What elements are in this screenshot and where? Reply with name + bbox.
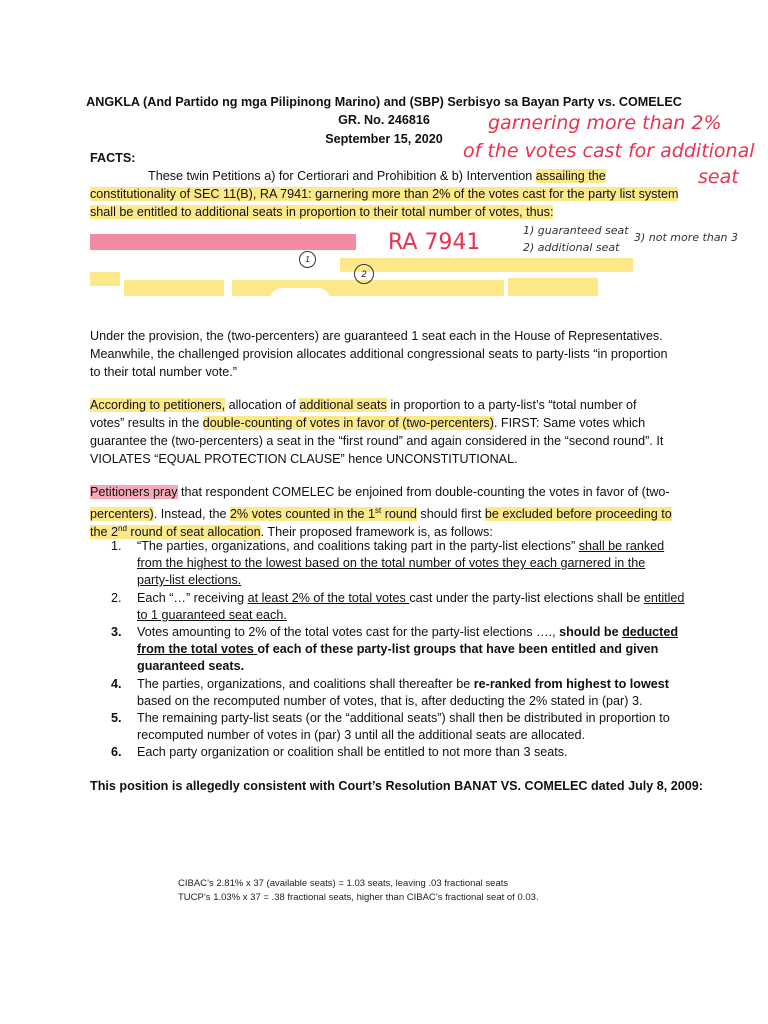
highlight-2pct-votes: 2% votes counted in the 1st round bbox=[230, 506, 417, 522]
yellow-highlight-bar-5 bbox=[508, 278, 598, 296]
para4-line2: percenters). Instead, the 2% votes counted in the 1st round should first be excluded before proceeding to bbox=[90, 506, 672, 522]
highlight-double-counting: double-counting of votes in favor of (two-percenters) bbox=[202, 416, 494, 430]
footnote-cibac: CIBAC’s 2.81% x 37 (available seats) = 1.03 seats, leaving .03 fractional seats bbox=[178, 878, 509, 889]
handwritten-guaranteed-seat: 1) guaranteed seat bbox=[523, 224, 629, 237]
circled-number-2: 2 bbox=[354, 264, 374, 284]
handwritten-note-line3: seat bbox=[698, 166, 739, 188]
facts-line3 bbox=[90, 204, 553, 221]
para2-line2: Meanwhile, the challenged provision allocates additional congressional seats to party-lists “in proportion bbox=[90, 347, 668, 361]
highlight-additional-seats: additional seats bbox=[299, 398, 387, 412]
facts-line1 bbox=[148, 168, 606, 185]
circled-number-1: 1 bbox=[299, 251, 316, 268]
facts-line1-text: These twin Petitions a) for Certiorari and Prohibition & b) Intervention bbox=[148, 169, 536, 183]
para3-line1: According to petitioners, allocation of additional seats in proportion to a party-list’s “total number of bbox=[90, 398, 637, 412]
facts-line2 bbox=[90, 186, 678, 203]
highlight-according-to-petitioners: According to petitioners, bbox=[90, 398, 226, 412]
closing-statement: This position is allegedly consistent with Court’s Resolution BANAT VS. COMELEC dated July 8, 2009: bbox=[90, 779, 703, 793]
para2-line1: Under the provision, the (two-percenters) are guaranteed 1 seat each in the House of Representatives. bbox=[90, 329, 663, 343]
para4-line1: Petitioners pray that respondent COMELEC be enjoined from double-counting the votes in favor of (two- bbox=[90, 485, 670, 499]
highlight-percenters: percenters) bbox=[90, 507, 154, 522]
yellow-highlight-bar-3 bbox=[124, 280, 224, 296]
case-date: September 15, 2020 bbox=[325, 132, 443, 146]
para3-line2: votes” results in the double-counting of votes in favor of (two-percenters). FIRST: Same votes which bbox=[90, 416, 646, 430]
handwritten-additional-seat: 2) additional seat bbox=[523, 241, 620, 254]
handwritten-note-line1: garnering more than 2% bbox=[488, 112, 722, 134]
framework-item-2: 2. Each “…” receiving at least 2% of the total votes cast under the party-list elections shall be entitled to 1 guaranteed seat each. bbox=[111, 591, 685, 622]
cropped-gap bbox=[270, 288, 330, 300]
para3-line4: VIOLATES “EQUAL PROTECTION CLAUSE” hence UNCONSTITUTIONAL. bbox=[90, 452, 518, 466]
facts-heading: FACTS: bbox=[90, 151, 136, 165]
highlight-additional-seats-clause: shall be entitled to additional seats in proportion to their total number of votes, thus: bbox=[90, 205, 554, 219]
highlight-assailing: assailing the bbox=[535, 169, 606, 183]
framework-item-6: 6. Each party organization or coalition shall be entitled to not more than 3 seats. bbox=[111, 745, 568, 759]
handwritten-ra: RA 7941 bbox=[388, 230, 481, 255]
para2-line3: to their total number vote.” bbox=[90, 365, 237, 379]
highlight-be-excluded: be excluded before proceeding to bbox=[484, 507, 672, 522]
pink-highlight-bar bbox=[90, 234, 356, 250]
highlight-petitioners-pray: Petitioners pray bbox=[90, 485, 178, 499]
framework-item-3: 3. Votes amounting to 2% of the total votes cast for the party-list elections …., should be deducted from the total votes of each of these party-list groups that have been entitled and given guaranteed seats. bbox=[111, 625, 679, 673]
case-number: GR. No. 246816 bbox=[338, 113, 430, 127]
framework-item-1: 1. “The parties, organizations, and coalitions taking part in the party-list elections” shall be ranked from the highest to the lowest based on the total number of votes they each garnered in the party-list elections. bbox=[111, 539, 665, 587]
handwritten-not-more-than-3: 3) not more than 3 bbox=[634, 231, 739, 244]
highlight-constitutionality: constitutionality of SEC 11(B), RA 7941: garnering more than 2% of the votes cast for the party list system bbox=[90, 187, 679, 201]
framework-item-4: 4. The parties, organizations, and coalitions shall thereafter be re-ranked from highest to lowest based on the recomputed number of votes, that is, after deducting the 2% stated in (par) 3. bbox=[111, 677, 669, 708]
para3-line3: guarantee the (two-percenters) a seat in the “first round” and again considered in the “second round”. It bbox=[90, 434, 664, 448]
highlight-2nd-round: the 2nd round of seat allocation bbox=[90, 524, 261, 540]
para4-line3: the 2nd round of seat allocation. Their proposed framework is, as follows: bbox=[90, 524, 493, 540]
case-title: ANGKLA (And Partido ng mga Pilipinong Marino) and (SBP) Serbisyo sa Bayan Party vs. COMELEC bbox=[86, 95, 682, 109]
footnote-tucp: TUCP’s 1.03% x 37 = .38 fractional seats, higher than CIBAC’s fractional seat of 0.03. bbox=[178, 892, 539, 903]
framework-item-5: 5. The remaining party-list seats (or the “additional seats”) shall then be distributed in proportion to recomputed number of votes in (par) 3 until all the additional seats are allocated. bbox=[111, 711, 670, 742]
yellow-highlight-bar-1 bbox=[340, 258, 633, 272]
handwritten-note-line2: of the votes cast for additional bbox=[463, 140, 755, 162]
yellow-highlight-bar-2 bbox=[90, 272, 120, 286]
